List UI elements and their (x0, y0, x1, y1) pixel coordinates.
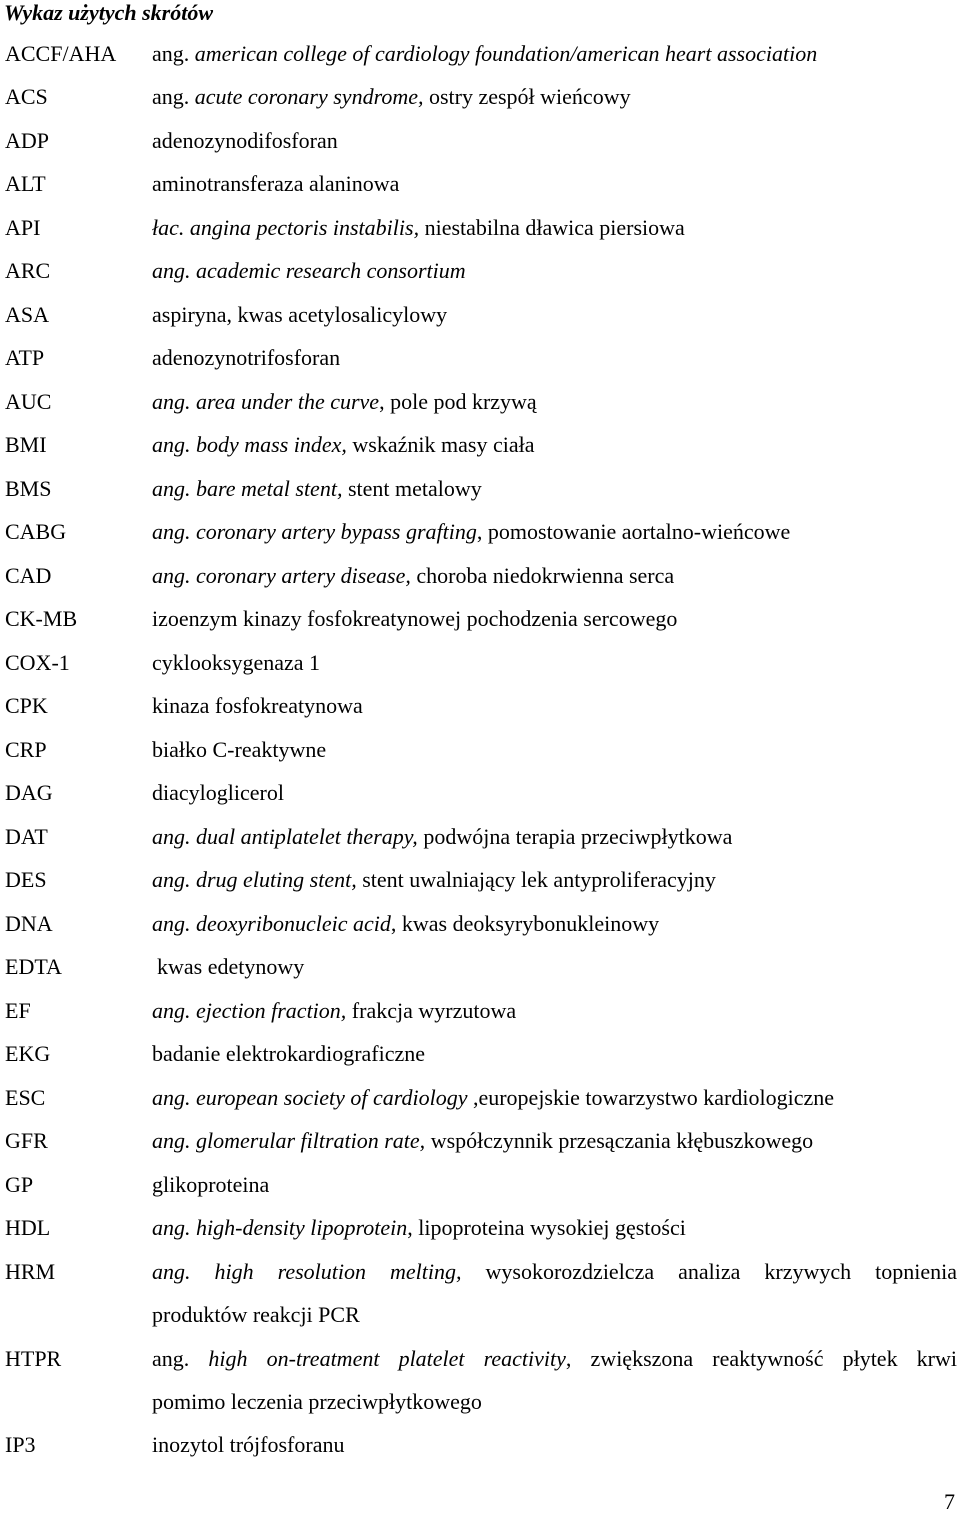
abbreviation: CK-MB (5, 606, 78, 631)
definition-text: adenozynodifosforan (152, 128, 338, 153)
definition-term: dual antiplatelet therapy, (196, 824, 418, 849)
list-item (0, 169, 960, 199)
definition-term: high-density lipoprotein (196, 1215, 408, 1240)
list-item (0, 300, 960, 330)
abbreviation: ADP (5, 128, 50, 153)
abbreviation: DAG (5, 780, 53, 805)
definition-prefix: ang. (152, 563, 196, 588)
abbreviation: ACCF/AHA (5, 41, 117, 66)
definition (152, 1039, 425, 1069)
list-item (0, 909, 960, 939)
definition-text: białko C-reaktywne (152, 737, 327, 762)
definition (152, 474, 482, 504)
abbreviation: ACS (5, 84, 48, 109)
definition-term: high resolution melting, (214, 1259, 462, 1284)
definition-term: ejection fraction, (196, 998, 347, 1023)
definition (152, 430, 534, 460)
definition-text: produktów reakcji PCR (152, 1302, 360, 1327)
list-item (0, 1126, 960, 1156)
definition (152, 517, 790, 547)
abbreviation: GP (5, 1172, 34, 1197)
abbreviation: API (5, 215, 41, 240)
list-item (0, 1170, 960, 1200)
definition (152, 996, 516, 1026)
abbreviation: HRM (5, 1259, 56, 1284)
definition-prefix: ang. (152, 389, 196, 414)
definition (152, 604, 677, 634)
list-item (0, 213, 960, 243)
list-item (0, 561, 960, 591)
list-item (0, 735, 960, 765)
definition-text: stent metalowy (342, 476, 482, 501)
list-item-continuation (0, 1387, 960, 1417)
definition-term: area under the curve (196, 389, 380, 414)
abbreviation: ARC (5, 258, 51, 283)
definition-prefix: ang. (152, 911, 196, 936)
list-item (0, 1430, 960, 1460)
definition-text: , lipoproteina wysokiej gęstości (407, 1215, 686, 1240)
definition-prefix: ang. (152, 84, 195, 109)
definition-text: frakcja wyrzutowa (346, 998, 517, 1023)
definition-prefix: łac. (152, 215, 190, 240)
definition-text: izoenzym kinazy fosfokreatynowej pochodzenia sercowego (152, 606, 678, 631)
list-item (0, 343, 960, 373)
definition-prefix: ang. (152, 867, 196, 892)
definition (152, 909, 659, 939)
definition (152, 865, 716, 895)
definition-term: coronary artery disease, (196, 563, 411, 588)
definition (152, 1083, 834, 1113)
list-item (0, 474, 960, 504)
definition (152, 213, 685, 243)
definition-term: drug eluting stent, (196, 867, 357, 892)
list-item (0, 691, 960, 721)
definition-text: inozytol trójfosforanu (152, 1432, 345, 1457)
list-item (0, 778, 960, 808)
list-item (0, 1344, 960, 1374)
definition-text: badanie elektrokardiograficzne (152, 1041, 426, 1066)
definition-text: aspiryna, kwas acetylosalicylowy (152, 302, 448, 327)
definition-text: stent uwalniający lek antyproliferacyjny (356, 867, 716, 892)
definition-text: , kwas deoksyrybonukleinowy (390, 911, 660, 936)
page-title: Wykaz użytych skrótów (4, 0, 214, 25)
definition-term: acute coronary syndrome, (194, 84, 424, 109)
definition-term: angina pectoris instabilis, (189, 215, 420, 240)
list-item (0, 39, 960, 69)
page-number: 7 (944, 1489, 955, 1514)
definition-text: niestabilna dławica piersiowa (419, 215, 685, 240)
definition-text: pomimo leczenia przeciwpłytkowego (152, 1389, 482, 1414)
definition (152, 300, 447, 330)
definition (152, 82, 631, 112)
definition (152, 1257, 957, 1287)
abbreviation: EKG (5, 1041, 51, 1066)
definition (152, 1126, 813, 1156)
definition (152, 822, 732, 852)
definition (152, 1170, 269, 1200)
definition-prefix: ang. (152, 1128, 196, 1153)
list-item (0, 1213, 960, 1243)
abbreviation: ALT (5, 171, 46, 196)
definition (152, 1387, 482, 1417)
abbreviation: HTPR (5, 1346, 62, 1371)
definition-prefix: ang. (152, 258, 196, 283)
definition (152, 1344, 957, 1374)
definition (152, 1300, 360, 1330)
list-item (0, 1083, 960, 1113)
definition (152, 39, 817, 69)
definition-prefix: ang. (152, 476, 196, 501)
definition (152, 735, 326, 765)
abbreviation: CRP (5, 737, 47, 762)
definition-term: body mass index, (196, 432, 347, 457)
abbreviation: DES (5, 867, 47, 892)
list-item (0, 1257, 960, 1287)
list-item (0, 952, 960, 982)
abbreviation: IP3 (5, 1432, 36, 1457)
definition-text: , zwiększona reaktywność płytek krwi (565, 1346, 958, 1371)
definition-text: , pomostowanie aortalno-wieńcowe (476, 519, 791, 544)
list-item (0, 126, 960, 156)
definition-prefix: ang. (152, 1085, 196, 1110)
definition-text: choroba niedokrwienna serca (410, 563, 675, 588)
definition-text: cyklooksygenaza 1 (152, 650, 320, 675)
definition-prefix: ang. (152, 1259, 215, 1284)
definition (152, 256, 466, 286)
list-item (0, 430, 960, 460)
definition (152, 1430, 344, 1460)
definition-term: coronary artery bypass grafting (196, 519, 477, 544)
definition-term: academic research consortium (196, 258, 466, 283)
abbreviation: AUC (5, 389, 52, 414)
list-item-continuation (0, 1300, 960, 1330)
definition-prefix: ang. (152, 432, 196, 457)
abbreviation: GFR (5, 1128, 48, 1153)
list-item (0, 1039, 960, 1069)
list-item (0, 604, 960, 634)
abbreviation: ESC (5, 1085, 46, 1110)
definition (152, 691, 363, 721)
list-item (0, 822, 960, 852)
abbreviation: EDTA (5, 954, 62, 979)
definition (157, 952, 304, 982)
definition-text: adenozynotrifosforan (152, 345, 341, 370)
abbreviation: ASA (5, 302, 50, 327)
abbreviation: BMI (5, 432, 47, 457)
list-item (0, 387, 960, 417)
definition-text: współczynnik przesączania kłębuszkowego (425, 1128, 814, 1153)
abbreviation: DAT (5, 824, 48, 849)
definition (152, 561, 674, 591)
definition-term: european society of cardiology (196, 1085, 468, 1110)
definition-text: ostry zespół wieńcowy (423, 84, 631, 109)
definition-text: kwas edetynowy (157, 954, 305, 979)
definition (152, 1213, 686, 1243)
definition-text: wysokorozdzielcza analiza krzywych topnienia (461, 1259, 957, 1284)
list-item (0, 648, 960, 678)
abbreviation: CPK (5, 693, 48, 718)
abbreviation: EF (5, 998, 31, 1023)
abbreviation: CAD (5, 563, 52, 588)
definition-term: high on-treatment platelet reactivity (208, 1346, 566, 1371)
definition-prefix: ang. (152, 824, 196, 849)
abbreviation: COX-1 (5, 650, 70, 675)
definition (152, 169, 399, 199)
abbreviation: HDL (5, 1215, 51, 1240)
definition-text: , pole pod krzywą (379, 389, 537, 414)
definition-text: wskaźnik masy ciała (346, 432, 535, 457)
abbreviation: DNA (5, 911, 53, 936)
definition (152, 343, 340, 373)
definition-text: podwójna terapia przeciwpłytkowa (417, 824, 733, 849)
definition-prefix: ang. (152, 1346, 209, 1371)
definition-text: ,europejskie towarzystwo kardiologiczne (467, 1085, 835, 1110)
definition-text: diacyloglicerol (152, 780, 284, 805)
definition (152, 648, 320, 678)
abbreviation: CABG (5, 519, 67, 544)
definition-term: american college of cardiology foundation/american heart association (194, 41, 818, 66)
definition-prefix: ang. (152, 41, 195, 66)
list-item (0, 517, 960, 547)
abbreviation: BMS (5, 476, 52, 501)
definition-prefix: ang. (152, 998, 196, 1023)
definition-term: deoxyribonucleic acid (196, 911, 391, 936)
definition-text: kinaza fosfokreatynowa (152, 693, 363, 718)
definition (152, 387, 537, 417)
definition-text: aminotransferaza alaninowa (152, 171, 400, 196)
definition-text: glikoproteina (152, 1172, 270, 1197)
definition-term: bare metal stent, (196, 476, 343, 501)
definition (152, 778, 284, 808)
list-item (0, 865, 960, 895)
list-item (0, 996, 960, 1026)
definition (152, 126, 338, 156)
definition-prefix: ang. (152, 519, 196, 544)
definition-term: glomerular filtration rate, (196, 1128, 426, 1153)
list-item (0, 256, 960, 286)
definition-prefix: ang. (152, 1215, 196, 1240)
list-item (0, 82, 960, 112)
abbreviation: ATP (5, 345, 45, 370)
